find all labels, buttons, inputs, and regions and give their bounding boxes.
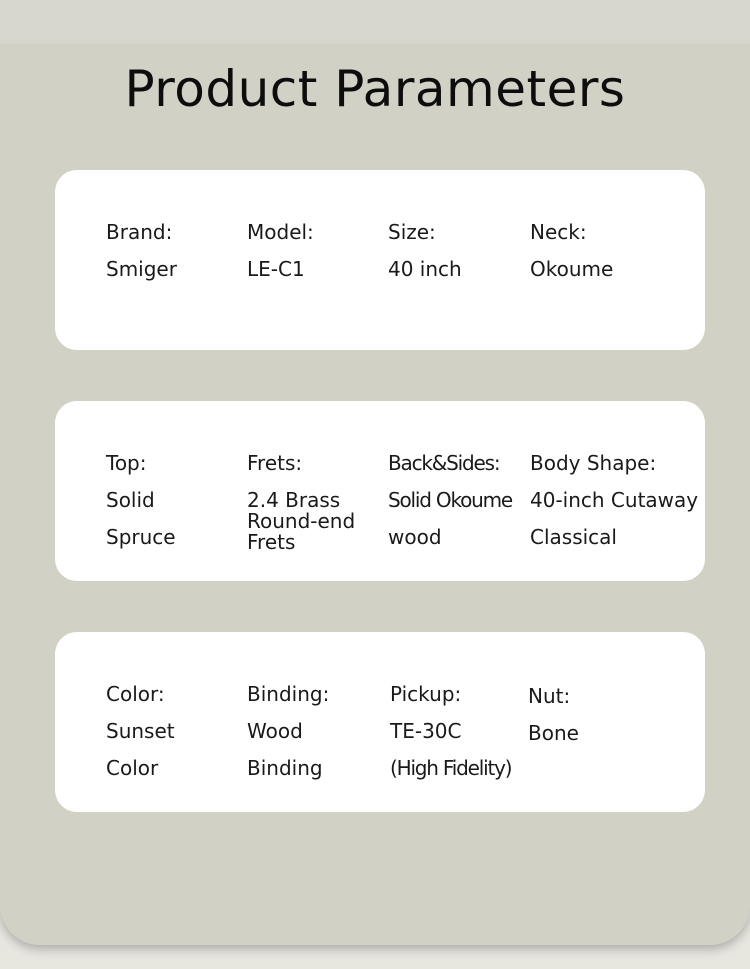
param-value: Smiger	[106, 257, 177, 281]
param-value: Frets	[247, 530, 296, 554]
panel-top-band	[0, 0, 750, 44]
parameter-card-construction	[55, 401, 705, 581]
param-back-sides	[388, 445, 512, 556]
param-label: Back&Sides:	[388, 451, 500, 475]
param-label: Brand:	[106, 220, 173, 244]
param-frets	[247, 445, 355, 553]
param-nut	[528, 678, 579, 752]
param-value: TE-30C	[390, 719, 462, 743]
param-binding	[247, 676, 329, 787]
param-value: Bone	[528, 721, 579, 745]
param-value: Spruce	[106, 525, 176, 549]
param-value: Classical	[530, 525, 617, 549]
param-label: Frets:	[247, 451, 303, 475]
param-neck	[530, 214, 613, 288]
param-value: Solid	[106, 488, 155, 512]
param-value: Round-end	[247, 509, 356, 533]
param-label: Binding:	[247, 682, 330, 706]
param-value: Color	[106, 756, 159, 780]
param-value: Sunset	[106, 719, 175, 743]
param-body-shape	[530, 445, 698, 556]
param-brand	[106, 214, 177, 288]
param-value: wood	[388, 525, 442, 549]
param-model	[247, 214, 314, 288]
param-label: Pickup:	[390, 682, 462, 706]
param-label: Neck:	[530, 220, 587, 244]
param-pickup	[390, 676, 511, 787]
param-color	[106, 676, 175, 787]
param-value: 2.4 Brass	[247, 488, 341, 512]
param-value: (High Fidelity)	[390, 756, 512, 780]
parameter-card-basic	[55, 170, 705, 350]
param-label: Body Shape:	[530, 451, 657, 475]
param-top	[106, 445, 176, 556]
param-value: Wood	[247, 719, 303, 743]
param-value: LE-C1	[247, 257, 305, 281]
param-value: Binding	[247, 756, 323, 780]
param-label: Color:	[106, 682, 165, 706]
param-size	[388, 214, 462, 288]
param-label: Model:	[247, 220, 314, 244]
param-label: Nut:	[528, 684, 571, 708]
param-value: 40 inch	[388, 257, 462, 281]
param-value: Solid Okoume	[388, 488, 513, 512]
param-value: Okoume	[530, 257, 614, 281]
parameter-card-finish	[55, 632, 705, 812]
param-label: Top:	[106, 451, 147, 475]
param-value: 40-inch Cutaway	[530, 488, 699, 512]
page-title: Product Parameters	[124, 60, 626, 118]
param-label: Size:	[388, 220, 436, 244]
